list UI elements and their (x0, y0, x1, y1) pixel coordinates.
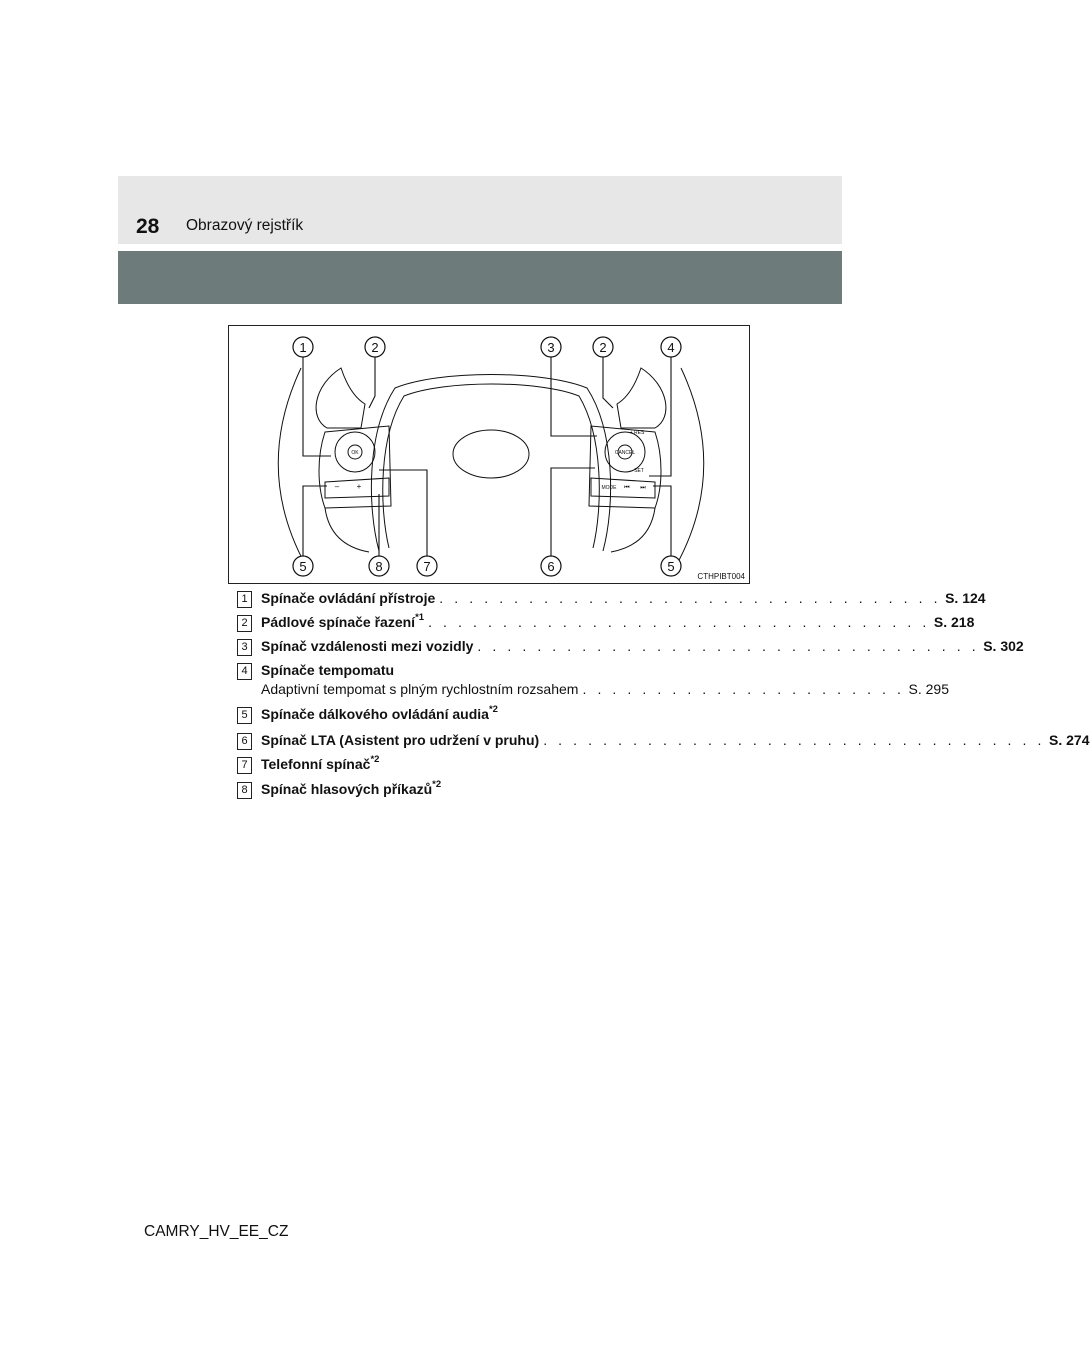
legend-number-8: 8 (237, 782, 252, 799)
vol-plus-label: + (356, 482, 362, 491)
legend-dots-1: . . . . . . . . . . . . . . . . . . . . . . . . . . . . . . . . . . (439, 590, 942, 606)
next-label: ⏭ (640, 485, 646, 491)
leader-5-left (303, 486, 327, 558)
rim-outer (371, 375, 610, 552)
page-header (118, 176, 842, 244)
legend-label-5: Spínače dálkového ovládání audia (261, 706, 489, 722)
legend-number-2: 2 (237, 615, 252, 632)
legend-number-5: 5 (237, 707, 252, 724)
leader-2-left (369, 356, 375, 408)
leader-1 (303, 356, 331, 456)
rim-left-outer-line (278, 368, 305, 564)
callout-8: 8 (375, 559, 383, 574)
legend-sup-8: *2 (432, 779, 442, 790)
ok-label: OK (351, 450, 359, 456)
legend-item-1 (237, 589, 986, 613)
callout-5-left: 5 (299, 559, 307, 574)
section-title: Obrazový rejstřík (186, 217, 304, 234)
prev-label: ⏮ (624, 485, 630, 491)
legend-sup-2: *1 (415, 612, 425, 623)
legend-item-2 (237, 612, 975, 637)
figure-code: CTHPIBT004 (697, 572, 745, 581)
callout-6: 6 (547, 559, 555, 574)
lower-spoke-left (325, 508, 369, 552)
emblem (453, 430, 529, 478)
callout-4: 4 (667, 340, 675, 355)
legend-label-7: Telefonní spínač (261, 756, 371, 772)
legend-label-1: Spínače ovládání přístroje (261, 590, 436, 606)
legend-item-7 (237, 755, 723, 780)
paddle-right (617, 368, 666, 428)
legend-page-2: S. 218 (933, 614, 975, 630)
legend-item-3 (237, 637, 1024, 661)
callout-5-right: 5 (667, 559, 675, 574)
steering-wheel-illustration (229, 326, 751, 585)
legend-sublabel-4: Adaptivní tempomat s plným rychlostním rozsahem (261, 681, 579, 697)
page-number: 28 (136, 215, 160, 238)
legend-sup-7: *2 (370, 754, 380, 765)
legend-page-3: S. 302 (983, 638, 1024, 654)
leader-7 (379, 470, 427, 558)
legend-label-4: Spínače tempomatu (261, 662, 395, 678)
legend-item-8 (237, 780, 723, 804)
res-label: + RES (629, 430, 645, 436)
lower-spoke-right (611, 508, 655, 552)
mode-label: MODE (601, 485, 617, 491)
legend-page-6: S. 274 (1049, 732, 1090, 748)
paddle-left (316, 368, 365, 428)
legend-label-8: Spínač hlasových příkazů (261, 781, 433, 797)
legend-item-5 (237, 705, 723, 731)
legend-list (237, 589, 1090, 804)
callout-3: 3 (547, 340, 555, 355)
leader-6 (551, 468, 595, 558)
legend-number-7: 7 (237, 757, 252, 774)
legend-dots-6: . . . . . . . . . . . . . . . . . . . . . . . . . . . . . . . . . . (543, 732, 1046, 748)
callout-1: 1 (299, 340, 307, 355)
legend-dots-3: . . . . . . . . . . . . . . . . . . . . . . . . . . . . . . . . . . (477, 638, 980, 654)
legend-subpage-4: S. 295 (908, 681, 950, 697)
leader-5-right (653, 486, 671, 558)
legend-item-4 (237, 661, 950, 705)
legend-label-3: Spínač vzdálenosti mezi vozidly (261, 638, 474, 654)
legend-item-6 (237, 731, 1090, 755)
legend-number-6: 6 (237, 733, 252, 750)
callout-2-left: 2 (371, 340, 379, 355)
legend-label-2: Pádlové spínače řazení (261, 614, 416, 630)
section-bar (118, 251, 842, 304)
legend-number-3: 3 (237, 639, 252, 656)
set-label: – SET (630, 468, 644, 474)
cancel-label: CANCEL (614, 450, 636, 456)
callout-2-right: 2 (599, 340, 607, 355)
legend-sup-5: *2 (488, 704, 498, 715)
legend-label-6: Spínač LTA (Asistent pro udržení v pruhu) (261, 732, 540, 748)
leader-3 (551, 356, 597, 436)
document-code: CAMRY_HV_EE_CZ (144, 1223, 289, 1240)
legend-number-1: 1 (237, 591, 252, 608)
left-switch-pod (319, 426, 391, 508)
steering-wheel-figure (228, 325, 750, 584)
legend-subdots-4: . . . . . . . . . . . . . . . . . . . . . . (582, 681, 905, 697)
legend-page-1: S. 124 (945, 590, 986, 606)
legend-dots-2: . . . . . . . . . . . . . . . . . . . . . . . . . . . . . . . . . . (428, 614, 930, 630)
leader-2-right (603, 356, 613, 408)
rim-right-outer-line (677, 368, 704, 564)
rim-inner (383, 384, 600, 548)
vol-minus-label: – (334, 482, 340, 491)
callout-7: 7 (423, 559, 431, 574)
legend-number-4: 4 (237, 663, 252, 680)
